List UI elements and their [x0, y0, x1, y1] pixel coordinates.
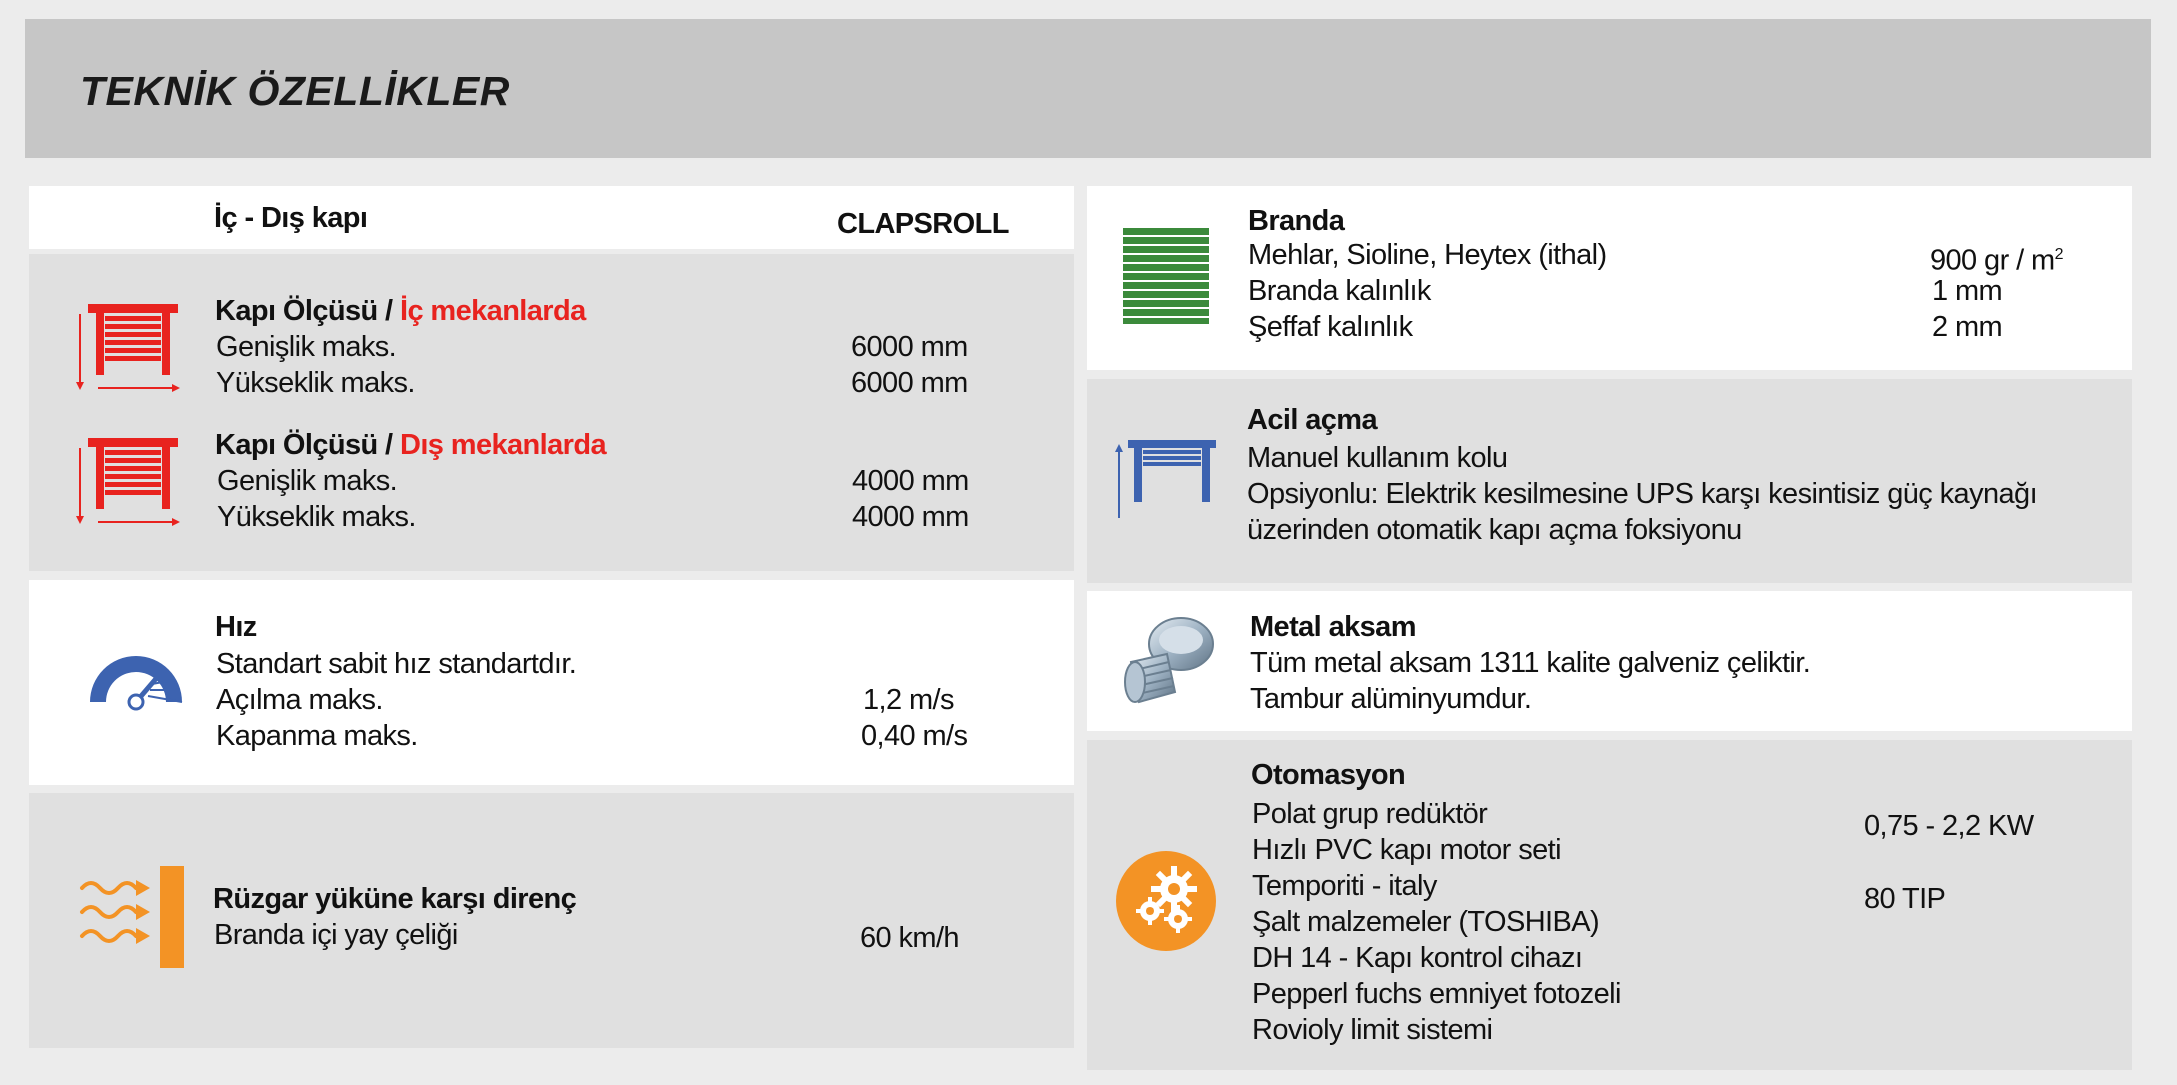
wind-label: Branda içi yay çeliği	[214, 919, 458, 951]
emergency-line: Opsiyonlu: Elektrik kesilmesine UPS karşı kesintisiz güç kaynağı	[1247, 478, 2038, 510]
metal-heading: Metal aksam	[1250, 611, 1416, 643]
door-type-label: İç - Dış kapı	[214, 202, 368, 234]
roll-door-red-icon	[74, 300, 184, 392]
transparent-thickness-label: Şeffaf kalınlık	[1248, 311, 1413, 343]
outdoor-width-value: 4000 mm	[852, 465, 969, 497]
motor-power-value: 0,75 - 2,2 KW	[1864, 810, 2034, 842]
speedometer-icon	[86, 650, 186, 712]
automation-line: DH 14 - Kapı kontrol cihazı	[1252, 942, 1583, 974]
indoor-width-value: 6000 mm	[851, 331, 968, 363]
emergency-line: üzerinden otomatik kapı açma foksiyonu	[1247, 514, 1742, 546]
outdoor-size-heading-prefix: Kapı Ölçüsü /	[215, 429, 400, 461]
indoor-width-label: Genişlik maks.	[216, 331, 397, 363]
branda-heading: Branda	[1248, 205, 1345, 237]
outdoor-height-value: 4000 mm	[852, 501, 969, 533]
closing-speed-label: Kapanma maks.	[216, 720, 418, 752]
emergency-heading: Acil açma	[1247, 404, 1378, 436]
branda-thickness-label: Branda kalınlık	[1248, 275, 1431, 307]
manual-door-blue-icon	[1114, 440, 1220, 520]
outdoor-size-heading	[215, 427, 606, 463]
automation-line: Pepperl fuchs emniyet fotozeli	[1252, 978, 1621, 1010]
wind-heading: Rüzgar yüküne karşı direnç	[213, 883, 577, 915]
opening-speed-label: Açılma maks.	[216, 684, 383, 716]
indoor-size-heading-prefix: Kapı Ölçüsü /	[215, 295, 400, 327]
automation-panel	[1087, 740, 2132, 1070]
metal-line: Tüm metal aksam 1311 kalite galveniz çeliktir.	[1250, 647, 1811, 679]
page-title: TEKNİK ÖZELLİKLER	[80, 68, 510, 114]
product-name: CLAPSROLL	[837, 208, 1009, 240]
branda-material-value-number: 900 gr / m	[1930, 244, 2055, 277]
indoor-height-value: 6000 mm	[851, 367, 968, 399]
branda-material-label: Mehlar, Sioline, Heytex (ithal)	[1248, 239, 1607, 271]
outdoor-height-label: Yükseklik maks.	[217, 501, 416, 533]
automation-heading: Otomasyon	[1251, 759, 1406, 791]
speed-note: Standart sabit hız standartdır.	[216, 648, 577, 680]
wind-value: 60 km/h	[860, 922, 959, 954]
automation-line: Polat grup redüktör	[1252, 798, 1488, 830]
indoor-size-heading	[215, 293, 586, 329]
bolt-icon	[1113, 614, 1221, 714]
speed-heading: Hız	[215, 611, 257, 643]
automation-line: Temporiti - italy	[1252, 870, 1437, 902]
closing-speed-value: 0,40 m/s	[861, 720, 968, 752]
transparent-thickness-value: 2 mm	[1932, 311, 2003, 343]
branda-material-value-exponent: 2	[2054, 246, 2063, 263]
opening-speed-value: 1,2 m/s	[863, 684, 954, 716]
automation-line: Şalt malzemeler (TOSHIBA)	[1252, 906, 1600, 938]
outdoor-size-heading-location: Dış mekanlarda	[399, 429, 606, 461]
metal-line: Tambur alüminyumdur.	[1250, 683, 1532, 715]
automation-line: Rovioly limit sistemi	[1252, 1014, 1493, 1046]
wind-icon	[80, 866, 186, 968]
fabric-curtain-icon	[1123, 228, 1209, 324]
automation-line: Hızlı PVC kapı motor seti	[1252, 834, 1561, 866]
indoor-size-heading-location: İç mekanlarda	[399, 295, 586, 327]
emergency-line: Manuel kullanım kolu	[1247, 442, 1508, 474]
roll-door-red-icon	[74, 434, 184, 526]
gears-icon	[1116, 851, 1216, 951]
indoor-height-label: Yükseklik maks.	[216, 367, 415, 399]
motor-type-value: 80 TIP	[1864, 883, 1946, 915]
outdoor-width-label: Genişlik maks.	[217, 465, 398, 497]
branda-thickness-value: 1 mm	[1932, 275, 2003, 307]
